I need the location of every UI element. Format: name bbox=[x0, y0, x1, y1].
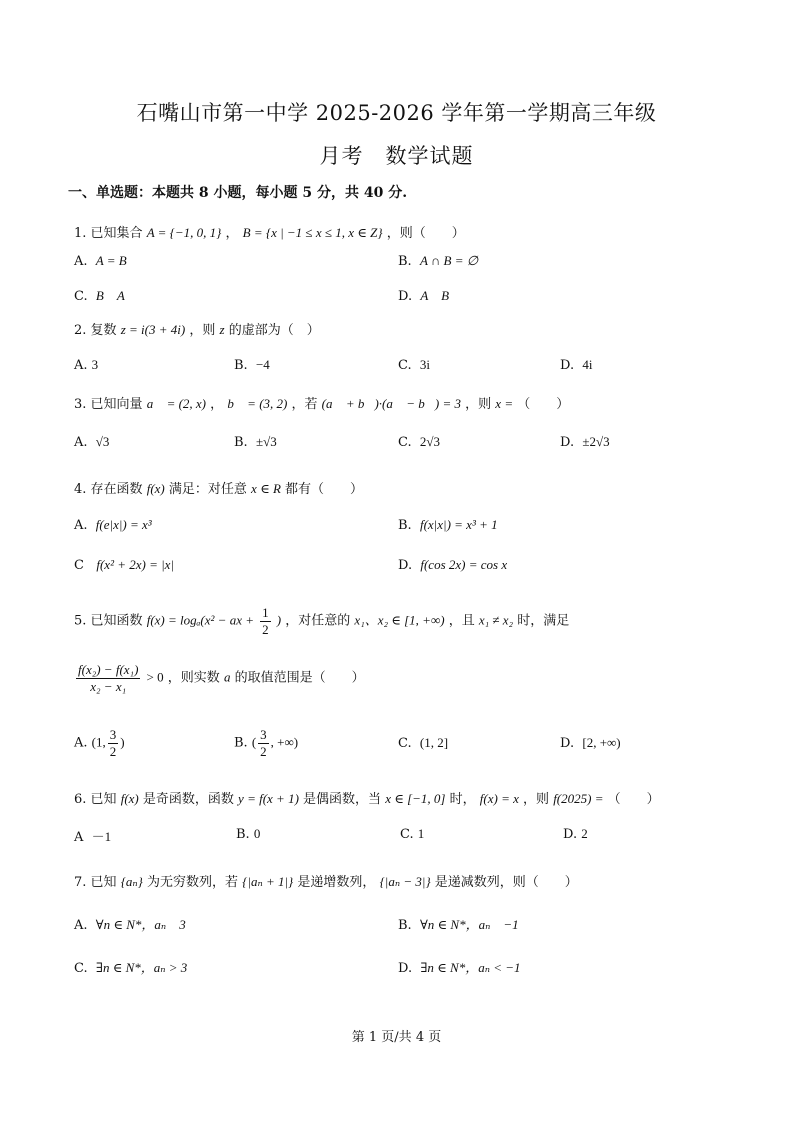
option-text: ±2√3 bbox=[582, 434, 610, 449]
math-expression: a⃗ = (2, x) bbox=[146, 396, 207, 411]
math-expression: B = {x | −1 ≤ x ≤ 1, x ∈ Z} bbox=[242, 225, 383, 240]
question-6-option-a bbox=[74, 826, 111, 845]
question-number: 6. bbox=[74, 792, 87, 807]
fraction-denominator: 2 bbox=[260, 743, 267, 759]
question-7-option-c bbox=[74, 957, 187, 976]
fraction-numerator: 3 bbox=[260, 727, 267, 742]
option-letter: C bbox=[74, 558, 84, 573]
question-text: ，则 bbox=[465, 397, 492, 412]
math-expression: x ∈ R bbox=[251, 481, 281, 496]
option-letter: A. bbox=[74, 435, 88, 450]
option-text: ±√3 bbox=[255, 434, 277, 449]
question-2-option-d bbox=[560, 357, 592, 373]
option-letter: D. bbox=[560, 435, 575, 450]
fraction bbox=[108, 727, 119, 759]
question-number: 1. bbox=[74, 226, 87, 241]
fraction bbox=[258, 727, 269, 759]
option-text: A B bbox=[420, 288, 450, 303]
math-expression: f(x) bbox=[120, 791, 139, 806]
question-text: ，若 bbox=[291, 397, 318, 412]
question-5-option-a bbox=[74, 727, 125, 759]
option-text: f(x|x|) = x³ + 1 bbox=[419, 517, 498, 532]
exam-title: 石嘴山市第一中学 2025-2026 学年第一学期高三年级 bbox=[136, 101, 657, 125]
exam-subtitle: 月考 数学试题 bbox=[319, 144, 474, 168]
option-letter: D. bbox=[563, 827, 578, 842]
option-text: ∃n ∈ N*，aₙ > 3 bbox=[95, 960, 188, 975]
option-letter: C. bbox=[398, 358, 412, 373]
math-expression: f(x) = x bbox=[479, 791, 519, 806]
option-text: 2√3 bbox=[419, 434, 441, 449]
question-4-option-b bbox=[398, 517, 498, 533]
option-text: 3i bbox=[419, 357, 431, 372]
question-text: ，则（ ） bbox=[386, 226, 465, 241]
question-text: 是递减数列，则（ ） bbox=[434, 875, 578, 890]
question-text: 存在函数 bbox=[90, 482, 143, 497]
option-text: 1 bbox=[417, 826, 425, 841]
option-letter: D. bbox=[560, 736, 575, 751]
question-2-stem bbox=[74, 319, 320, 338]
question-4-option-d bbox=[398, 557, 507, 573]
question-1-option-d bbox=[398, 285, 449, 304]
question-6-stem bbox=[74, 788, 660, 807]
math-expression: f(x) bbox=[146, 481, 165, 496]
question-text: ， bbox=[225, 226, 239, 241]
math-expression: f(x) = logₐ(x² − ax + bbox=[146, 612, 254, 628]
question-2-option-a bbox=[74, 357, 98, 373]
question-text: 是奇函数，函数 bbox=[142, 792, 234, 807]
option-letter: C. bbox=[398, 435, 412, 450]
question-1-option-a bbox=[74, 253, 127, 269]
option-letter: C. bbox=[74, 289, 88, 304]
math-expression: {|aₙ + 1|} bbox=[242, 874, 294, 889]
option-text: ∀n ∈ N*，aₙ −1 bbox=[419, 917, 519, 932]
question-text: 是递增数列， bbox=[297, 875, 376, 890]
option-text: −4 bbox=[255, 357, 270, 372]
option-letter: A. bbox=[74, 735, 88, 751]
section-heading: 一、单选题：本题共 8 小题，每小题 5 分，共 40 分. bbox=[68, 185, 408, 201]
option-letter: B. bbox=[398, 254, 412, 269]
question-text: 满足：对任意 bbox=[168, 482, 247, 497]
fraction bbox=[260, 605, 271, 637]
option-text: (1, bbox=[91, 734, 106, 750]
fraction-numerator: f(x₂) − f(x₁) bbox=[78, 662, 139, 677]
question-text: 已知函数 bbox=[90, 613, 143, 629]
math-expression: b⃗ = (3, 2) bbox=[227, 396, 288, 411]
question-text: ，且 bbox=[448, 613, 475, 629]
question-number: 5. bbox=[74, 613, 87, 629]
option-text: A = B bbox=[95, 253, 127, 268]
question-text: ，则 bbox=[189, 323, 216, 338]
question-7-stem bbox=[74, 871, 578, 890]
question-text: ，对任意的 bbox=[285, 613, 351, 629]
math-expression: x₁ ≠ x₂ bbox=[478, 612, 514, 628]
option-text: 3 bbox=[91, 357, 99, 372]
option-letter: C. bbox=[74, 961, 88, 976]
option-text: A ∩ B = ∅ bbox=[419, 253, 479, 268]
question-4-stem bbox=[74, 478, 363, 497]
question-text: 都有（ ） bbox=[285, 482, 364, 497]
option-letter: D. bbox=[560, 358, 575, 373]
question-number: 4. bbox=[74, 482, 87, 497]
option-letter: C. bbox=[398, 736, 412, 751]
question-5-stem bbox=[74, 605, 569, 637]
question-5-option-d bbox=[560, 735, 621, 751]
option-text: (1, 2] bbox=[419, 735, 449, 750]
question-number: 7. bbox=[74, 875, 87, 890]
question-text: 时， bbox=[449, 792, 476, 807]
question-5-option-c bbox=[398, 735, 448, 751]
question-text: 的取值范围是（ ） bbox=[234, 670, 365, 686]
option-letter: D. bbox=[398, 289, 413, 304]
question-1-stem bbox=[74, 222, 465, 241]
question-4-option-a bbox=[74, 517, 152, 533]
question-text: ，则 bbox=[523, 792, 550, 807]
question-1-option-c bbox=[74, 285, 125, 304]
question-6-option-d bbox=[563, 826, 588, 842]
fraction bbox=[76, 662, 140, 694]
fraction-denominator: x₂ − x₁ bbox=[90, 678, 127, 694]
question-text: 已知 bbox=[90, 792, 117, 807]
math-expression: ) bbox=[276, 612, 282, 628]
option-text: B A bbox=[95, 288, 125, 303]
question-1-option-b bbox=[398, 253, 478, 269]
option-text: f(e|x|) = x³ bbox=[95, 517, 152, 532]
math-expression: z bbox=[219, 322, 225, 337]
option-letter: B. bbox=[234, 735, 248, 751]
question-5-option-b bbox=[234, 727, 298, 759]
option-text: 0 bbox=[253, 826, 261, 841]
option-text: ∃n ∈ N*，aₙ < −1 bbox=[420, 960, 521, 975]
option-text: 2 bbox=[581, 826, 588, 841]
option-text: 4i bbox=[582, 357, 593, 372]
math-expression: x₁、x₂ ∈ [1, +∞) bbox=[354, 612, 445, 628]
math-expression: x ∈ [−1, 0] bbox=[385, 791, 446, 806]
option-text: ) bbox=[120, 734, 125, 750]
question-3-stem bbox=[74, 393, 569, 412]
question-7-option-b bbox=[398, 914, 519, 933]
question-text: （ ） bbox=[517, 397, 570, 412]
option-letter: C. bbox=[400, 827, 414, 842]
option-letter: B. bbox=[398, 518, 412, 533]
question-2-option-c bbox=[398, 357, 430, 373]
question-text: 已知向量 bbox=[90, 397, 143, 412]
option-text: [2, +∞) bbox=[582, 735, 621, 750]
question-text: 是偶函数，当 bbox=[303, 792, 382, 807]
option-letter: D. bbox=[398, 558, 413, 573]
question-number: 2. bbox=[74, 323, 87, 338]
math-expression: y = f(x + 1) bbox=[238, 791, 299, 806]
question-text: 复数 bbox=[90, 323, 117, 338]
math-expression: f(2025) = bbox=[553, 791, 604, 806]
option-letter: B. bbox=[234, 358, 248, 373]
math-expression: (a⃗ + b⃗)·(a⃗ − b⃗) = 3 bbox=[321, 396, 461, 411]
question-2-option-b bbox=[234, 357, 270, 373]
option-text: ( bbox=[251, 734, 257, 750]
option-letter: A bbox=[74, 830, 84, 845]
math-expression: A = {−1, 0, 1} bbox=[146, 225, 222, 240]
question-6-option-b bbox=[236, 826, 260, 842]
question-6-option-c bbox=[400, 826, 424, 842]
question-7-option-a bbox=[74, 914, 186, 933]
question-text: 已知集合 bbox=[90, 226, 143, 241]
question-4-option-c bbox=[74, 557, 174, 573]
option-text: f(cos 2x) = cos x bbox=[420, 557, 508, 572]
option-letter: B. bbox=[398, 918, 412, 933]
question-5-stem-line2 bbox=[74, 662, 365, 694]
fraction-denominator: 2 bbox=[262, 621, 269, 637]
question-7-option-d bbox=[398, 957, 521, 976]
page-footer: 第 1 页/共 4 页 bbox=[351, 1030, 442, 1045]
question-text: 为无穷数列，若 bbox=[147, 875, 239, 890]
option-text: －1 bbox=[91, 829, 112, 844]
question-text: 时，满足 bbox=[517, 613, 570, 629]
option-letter: A. bbox=[74, 518, 88, 533]
option-letter: A. bbox=[74, 254, 88, 269]
option-letter: B. bbox=[236, 827, 250, 842]
question-text: （ ） bbox=[607, 792, 660, 807]
option-text: ∀n ∈ N*，aₙ 3 bbox=[95, 917, 186, 932]
question-3-option-b bbox=[234, 434, 277, 450]
question-number: 3. bbox=[74, 397, 87, 412]
math-expression: a bbox=[223, 669, 231, 685]
option-text: , +∞) bbox=[270, 734, 299, 750]
question-3-option-a bbox=[74, 434, 109, 450]
math-expression: z = i(3 + 4i) bbox=[120, 322, 186, 337]
fraction-numerator: 3 bbox=[109, 727, 117, 742]
option-text: √3 bbox=[95, 434, 110, 449]
fraction-numerator: 1 bbox=[262, 605, 269, 620]
math-expression: x = bbox=[495, 396, 514, 411]
math-expression: > 0 bbox=[146, 669, 164, 685]
question-text: ， bbox=[210, 397, 224, 412]
option-letter: A. bbox=[74, 358, 88, 373]
fraction-denominator: 2 bbox=[109, 743, 117, 759]
question-3-option-d bbox=[560, 434, 610, 450]
question-text: 已知 bbox=[90, 875, 117, 890]
math-expression: {|aₙ − 3|} bbox=[379, 874, 431, 889]
option-text: f(x² + 2x) = |x| bbox=[96, 557, 175, 572]
question-text: ，则实数 bbox=[167, 670, 220, 686]
question-text: 的虚部为（ ） bbox=[228, 323, 320, 338]
math-expression: {aₙ} bbox=[120, 874, 143, 889]
question-3-option-c bbox=[398, 434, 440, 450]
option-letter: D. bbox=[398, 961, 413, 976]
option-letter: B. bbox=[234, 435, 248, 450]
option-letter: A. bbox=[74, 918, 88, 933]
